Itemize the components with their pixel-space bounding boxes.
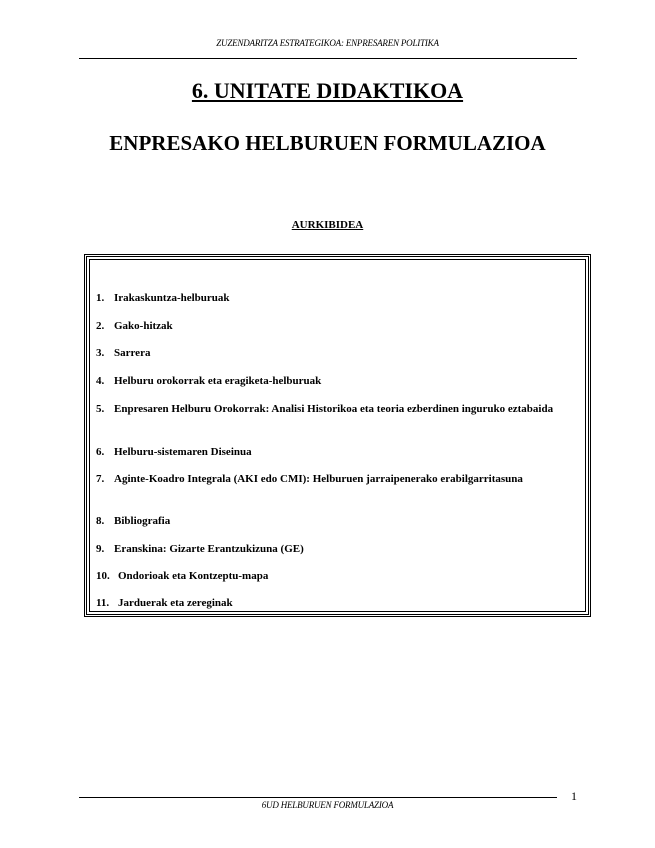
toc-item <box>96 543 578 556</box>
toc-box-inner-border <box>89 259 586 612</box>
toc-item-text: Ondorioak eta Kontzeptu-mapa <box>118 570 269 582</box>
toc-item-number: 3. <box>96 347 105 359</box>
toc-item-text: Jarduerak eta zereginak <box>118 597 233 609</box>
toc-item <box>96 473 578 486</box>
toc-item-number: 7. <box>96 473 105 485</box>
toc-item <box>96 515 578 528</box>
toc-item-number: 8. <box>96 515 105 527</box>
toc-item-text: Sarrera <box>114 347 151 359</box>
toc-item-text: Eranskina: Gizarte Erantzukizuna (GE) <box>114 543 304 555</box>
toc-item-text: Enpresaren Helburu Orokorrak: Analisi Historikoa eta teoria ezberdinen inguruko eztabaida <box>114 403 554 415</box>
running-header: ZUZENDARITZA ESTRATEGIKOA: ENPRESAREN POLITIKA <box>216 38 439 48</box>
toc-heading: AURKIBIDEA <box>291 219 364 231</box>
toc-item-number: 1. <box>96 292 105 304</box>
toc-item-text: Bibliografia <box>114 515 171 527</box>
toc-item-text: Irakaskuntza-helburuak <box>114 292 230 304</box>
toc-item-number: 4. <box>96 375 105 387</box>
toc-item <box>96 597 578 610</box>
toc-item <box>96 446 578 459</box>
toc-item-number: 10. <box>96 570 110 582</box>
toc-item <box>96 403 578 416</box>
table-of-contents-box <box>84 254 591 617</box>
toc-item-text: Helburu-sistemaren Diseinua <box>114 446 252 458</box>
toc-item-number: 9. <box>96 543 105 555</box>
toc-item-text: Helburu orokorrak eta eragiketa-helburuak <box>114 375 322 387</box>
toc-item-number: 5. <box>96 403 105 415</box>
toc-item-text: Gako-hitzak <box>114 320 173 332</box>
header-rule <box>79 58 577 59</box>
page-number: 1 <box>571 789 577 803</box>
page-title: ENPRESAKO HELBURUEN FORMULAZIOA <box>109 131 546 155</box>
toc-item <box>96 375 578 388</box>
toc-item <box>96 570 578 583</box>
toc-item-number: 6. <box>96 446 105 458</box>
unit-title: 6. UNITATE DIDAKTIKOA <box>191 78 464 103</box>
footer-rule <box>79 797 557 798</box>
toc-item <box>96 292 578 305</box>
toc-item-number: 2. <box>96 320 105 332</box>
toc-item <box>96 320 578 333</box>
toc-item <box>96 347 578 360</box>
toc-item-number: 11. <box>96 597 110 609</box>
toc-item-text: Aginte-Koadro Integrala (AKI edo CMI): Helburuen jarraipenerako erabilgarritasuna <box>114 473 523 485</box>
running-footer: 6UD HELBURUEN FORMULAZIOA <box>261 800 394 810</box>
